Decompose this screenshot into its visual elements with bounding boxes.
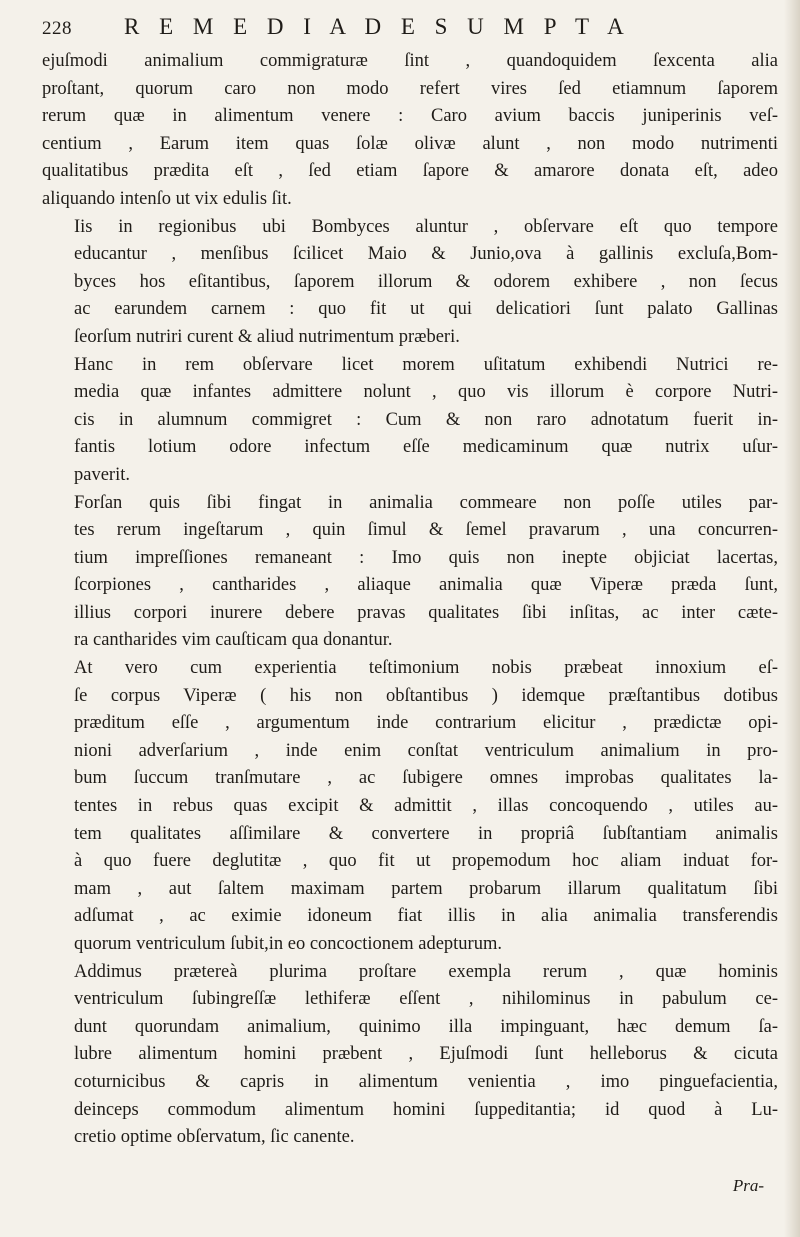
text-line: educantur , menſibus ſcilicet Maio & Junio,ova à gallinis excluſa,Bom- — [74, 244, 778, 265]
text-line: Iis in regionibus ubi Bombyces aluntur , obſervare eſt quo tempore — [74, 216, 778, 237]
text-line: centium , Earum item quas ſolæ olivæ alunt , non modo nutrimenti — [42, 133, 778, 154]
text-line: ac earundem carnem : quo fit ut qui delicatiori ſunt palato Gallinas — [74, 299, 778, 320]
text-line: qualitatibus prædita eſt , ſed etiam ſapore & amarore donata eſt, adeo — [42, 161, 778, 182]
text-line: fantis lotium odore infectum eſſe medicaminum quæ nutrix uſur- — [74, 437, 778, 458]
page-edge-shadow — [784, 0, 800, 1237]
text-line: Hanc in rem obſervare licet morem uſitatum exhibendi Nutrici re- — [74, 354, 778, 375]
text-line: mam , aut ſaltem maximam partem probarum illarum qualitatum ſibi — [74, 878, 778, 899]
text-line: præditum eſſe , argumentum inde contrarium elicitur , prædictæ opi- — [74, 713, 778, 734]
text-line: Addimus prætereà plurima proſtare exempla rerum , quæ hominis — [74, 961, 778, 982]
page-header — [42, 14, 778, 44]
text-line: ſeorſum nutriri curent & aliud nutrimentum præberi. — [74, 326, 460, 347]
text-line: cis in alumnum commigret : Cum & non raro adnotatum fuerit in- — [74, 409, 778, 430]
paragraph — [42, 490, 778, 656]
text-line: deinceps commodum alimentum homini ſuppeditantia; id quod à Lu- — [74, 1099, 778, 1120]
text-line: aliquando intenſo ut vix edulis ſit. — [42, 188, 292, 209]
text-line: ejuſmodi animalium commigraturæ ſint , quandoquidem ſexcenta alia — [42, 51, 778, 71]
text-line: adſumat , ac eximie idoneum fiat illis in alia animalia transferendis — [74, 906, 778, 927]
catchword: Pra- — [732, 1176, 764, 1195]
text-line: ſcorpiones , cantharides , aliaque animalia quæ Viperæ præda ſunt, — [74, 575, 778, 596]
running-head: R E M E D I A D E S U M P T A — [124, 14, 631, 39]
paragraph — [42, 352, 778, 490]
text-line: Forſan quis ſibi fingat in animalia commeare non poſſe utiles par- — [74, 492, 778, 513]
text-line: ra cantharides vim cauſticam qua donantur. — [74, 630, 393, 651]
paragraph — [42, 214, 778, 352]
body-text — [42, 48, 778, 1152]
text-line: tes rerum ingeſtarum , quin ſimul & ſemel pravarum , una concurren- — [74, 520, 778, 541]
text-line: nioni adverſarium , inde enim conſtat ventriculum animalium in pro- — [74, 740, 778, 761]
text-line: illius corpori inurere debere pravas qualitates ſibi inſitas, ac inter cæte- — [74, 602, 778, 623]
text-line: paverit. — [74, 464, 130, 485]
text-line: quorum ventriculum ſubit,in eo concoctionem adepturum. — [74, 934, 502, 954]
text-line: ventriculum ſubingreſſæ lethiferæ eſſent , nihilominus in pabulum ce- — [74, 989, 778, 1010]
text-line: rerum quæ in alimentum venere : Caro avium baccis juniperinis veſ- — [42, 106, 778, 127]
text-line: media quæ infantes admittere nolunt , quo vis illorum è corpore Nutri- — [74, 382, 778, 403]
paragraph — [42, 48, 778, 214]
text-line: tentes in rebus quas excipit & admittit , illas concoquendo , utiles au- — [74, 796, 778, 817]
text-line: proſtant, quorum caro non modo refert vires ſed etiamnum ſaporem — [42, 78, 778, 99]
paragraph — [42, 655, 778, 959]
paragraph — [42, 959, 778, 1152]
text-line: lubre alimentum homini præbent , Ejuſmodi ſunt helleborus & cicuta — [74, 1044, 778, 1065]
text-line: tium impreſſiones remaneant : Imo quis non inepte objiciat lacertas, — [74, 547, 778, 568]
text-line: dunt quorundam animalium, quinimo illa impinguant, hæc demum ſa- — [74, 1016, 778, 1037]
text-line: bum ſuccum tranſmutare , ac ſubigere omnes improbas qualitates la- — [74, 768, 778, 789]
text-line: à quo fuere deglutitæ , quo fit ut propemodum hoc aliam induat for- — [74, 851, 778, 872]
text-line: cretio optime obſervatum, ſic canente. — [74, 1127, 355, 1148]
text-line: byces hos eſitantibus, ſaporem illorum & odorem exhibere , non ſecus — [74, 271, 778, 292]
text-line: coturnicibus & capris in alimentum venientia , imo pinguefacientia, — [74, 1071, 778, 1092]
text-line: At vero cum experientia teſtimonium nobis præbeat innoxium eſ- — [74, 658, 778, 679]
text-line: ſe corpus Viperæ ( his non obſtantibus ) idemque præſtantibus dotibus — [74, 685, 778, 706]
page-number: 228 — [42, 18, 72, 39]
text-line: tem qualitates aſſimilare & convertere in propriâ ſubſtantiam animalis — [74, 823, 778, 844]
